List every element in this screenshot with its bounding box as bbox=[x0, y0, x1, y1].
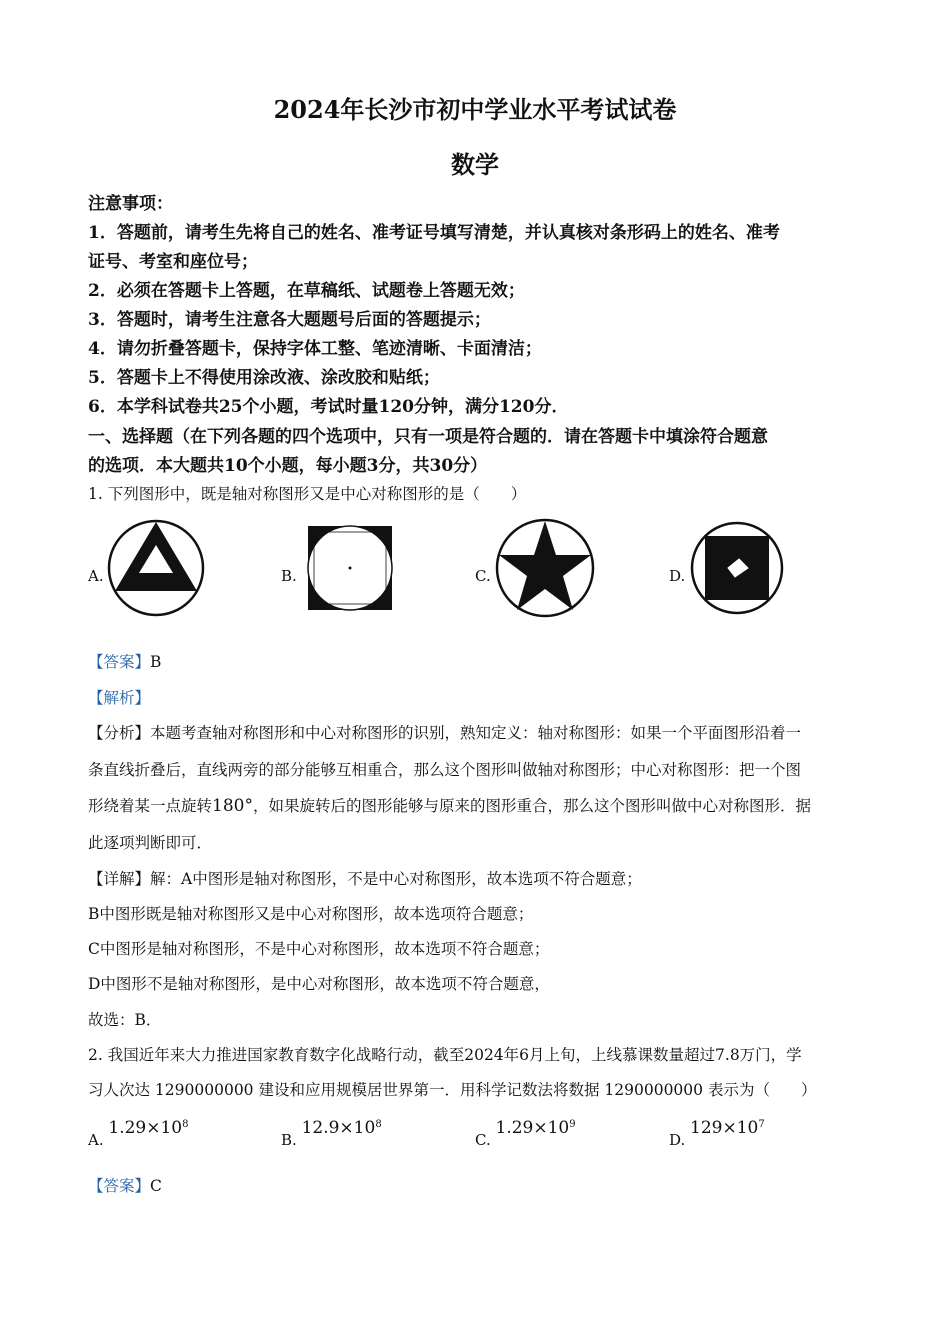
notice-item: 2．必须在答题卡上答题，在草稿纸、试题卷上答题无效； bbox=[88, 281, 525, 301]
option-b-label: B. bbox=[281, 567, 297, 585]
fenxi-text: ，如果旋转后的图形能够与原来的图形重合，那么这个图形叫做中心对称图形．据 bbox=[252, 797, 811, 815]
notice-item: 3．答题时，请考生注意各大题题号后面的答题提示； bbox=[88, 310, 491, 330]
fenxi-text: 此逐项判断即可． bbox=[88, 834, 213, 852]
xiangjie-text: 故选：B． bbox=[88, 1011, 162, 1029]
section-heading-cont: 的选项．本大题共10个小题，每小题3分，共30分） bbox=[88, 456, 488, 476]
question-2-stem: 2. 我国近年来大力推进国家教育数字化战略行动，截至2024年6月上旬，上线慕课数量超过7.8万门，学 bbox=[88, 1046, 802, 1064]
answer-tag: 【答案】 bbox=[88, 653, 151, 671]
xiangjie-line bbox=[88, 867, 878, 891]
question-1-figures bbox=[0, 515, 950, 625]
q2-option-c: C. $1.29\times 10^9$ bbox=[475, 1118, 576, 1149]
analysis-tag: 【解析】 bbox=[88, 689, 151, 707]
xiangjie-text: C中图形是轴对称图形，不是中心对称图形，故本选项不符合题意； bbox=[88, 940, 550, 958]
option-c-label: C. bbox=[475, 567, 491, 585]
xiangjie-text: 解：A中图形是轴对称图形，不是中心对称图形，故本选项不符合题意； bbox=[150, 870, 642, 888]
xiangjie-text: B中图形既是轴对称图形又是中心对称图形，故本选项符合题意； bbox=[88, 905, 534, 923]
notice-item: 6．本学科试卷共25个小题，考试时量120分钟，满分120分． bbox=[88, 397, 569, 417]
figure-d-square-circle bbox=[687, 515, 787, 619]
answer-value: B bbox=[150, 653, 162, 671]
option-a-label: A. bbox=[88, 567, 104, 585]
answer-value: C bbox=[150, 1177, 162, 1195]
q2-answer-line bbox=[88, 1174, 878, 1198]
subject-title: 数学 bbox=[451, 150, 499, 179]
figure-c-star-circle bbox=[493, 515, 597, 619]
degree-value: 180° bbox=[212, 796, 253, 816]
fenxi-line bbox=[88, 794, 878, 818]
notice-item: 5．答题卡上不得使用涂改液、涂改胶和贴纸； bbox=[88, 368, 440, 388]
answer-tag: 【答案】 bbox=[88, 1177, 151, 1195]
notice-item: 4．请勿折叠答题卡，保持字体工整、笔迹清晰、卡面清洁； bbox=[88, 339, 542, 359]
question-2-stem-cont: 习人次达 1290000000 建设和应用规模居世界第一．用科学记数法将数据 1290000000 表示为（ ） bbox=[88, 1081, 817, 1099]
q2-option-b: B. $12.9\times 10^8$ bbox=[281, 1118, 382, 1149]
xiangjie-tag: 【详解】 bbox=[88, 870, 151, 888]
fenxi-line bbox=[88, 721, 878, 745]
fenxi-tag: 【分析】 bbox=[88, 724, 151, 742]
notice-item: 1．答题前，请考生先将自己的姓名、准考证号填写清楚，并认真核对条形码上的姓名、准考 bbox=[88, 223, 780, 243]
option-d-label: D. bbox=[669, 567, 686, 585]
question-1-stem: 1. 下列图形中，既是轴对称图形又是中心对称图形的是（ ） bbox=[88, 485, 527, 503]
section-heading: 一、选择题（在下列各题的四个选项中，只有一项是符合题的．请在答题卡中填涂符合题意 bbox=[88, 427, 768, 447]
exam-title: 2024年长沙市初中学业水平考试试卷 bbox=[273, 95, 677, 124]
q2-option-d: D. $129\times 10^7$ bbox=[669, 1118, 765, 1149]
q2-option-a: A. $1.29\times 10^8$ bbox=[88, 1118, 189, 1149]
q1-answer-line bbox=[88, 650, 878, 674]
notice-heading: 注意事项： bbox=[88, 194, 173, 214]
figure-a-circle-triangle bbox=[106, 515, 206, 619]
fenxi-text: 本题考查轴对称图形和中心对称图形的识别，熟知定义：轴对称图形：如果一个平面图形沿着一 bbox=[150, 724, 802, 742]
notice-item: 证号、考室和座位号； bbox=[88, 252, 258, 272]
xiangjie-text: D中图形不是轴对称图形，是中心对称图形，故本选项不符合题意， bbox=[88, 975, 550, 993]
fenxi-text: 条直线折叠后，直线两旁的部分能够互相重合，那么这个图形叫做轴对称图形；中心对称图形：把一个图 bbox=[88, 761, 802, 779]
figure-b-square-circle bbox=[300, 515, 400, 619]
fenxi-text: 形绕着某一点旋转 bbox=[88, 797, 213, 815]
